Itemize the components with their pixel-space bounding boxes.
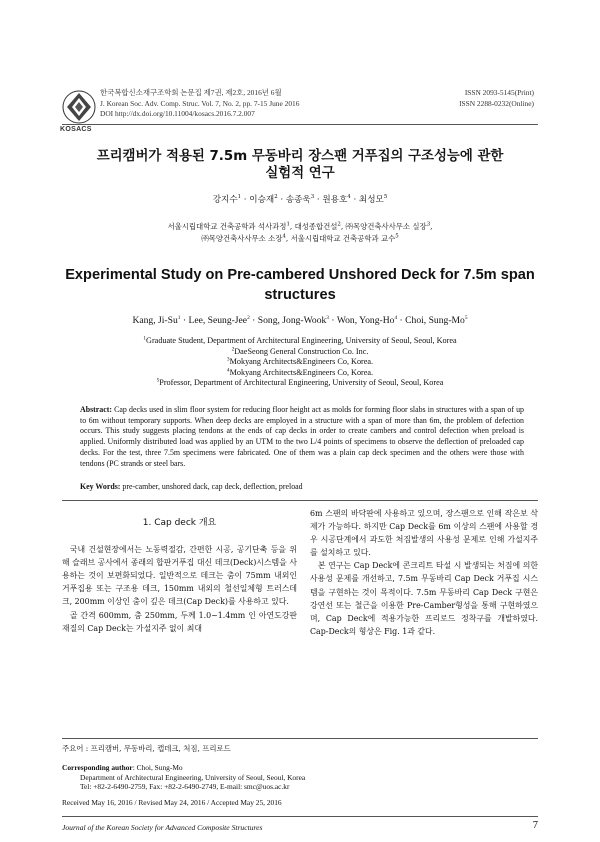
english-title (62, 265, 538, 305)
english-title-line: Experimental Study on Pre-cambered Unshored Deck for 7.5m span (65, 267, 535, 283)
keywords (80, 482, 524, 491)
author-sup: 1 (237, 194, 242, 201)
korean-affiliations (62, 221, 538, 245)
affiliation-sup: 1 (286, 221, 290, 228)
corresponding-author-contact: Tel: +82-2-6490-2759, Fax: +82-2-6490-2749, E-mail: smc@uos.ac.kr (80, 782, 290, 792)
english-authors: Kang, $Ji-Su^1$ · Lee, Seung-Jee$^2$ · Song, Jong-Wook$^3$ · Won, Yong-$Ho^4$ · Choi, Sung-Mo$^5$ (132, 314, 468, 326)
section-heading: 1. Cap deck 개요 (142, 518, 217, 528)
abstract-text: Cap decks used in slim floor system for reducing floor height act as molds for forming floor slabs in structures with a span of up to 6m without temporary supports. When deep decks are employed in a structure with a span of more than 6m, the problem of defection occurs. This study suggests placing tendons at the ends of cap decks in order to create cambers and control defection when preload is applied. Uniformly distributed load was applied by an UTM to the two L/4 points of specimens to observe the deflection of preloaded cap decks. For the test, three 7.5m specimens were fabricated. One of them was a plain cap deck specimen and the others were those with tendons (PC strands or steel bars. (80, 405, 524, 468)
affiliation-line (62, 368, 538, 379)
affiliation-text: Mokyang Architects&Engineers Co, Korea. (229, 367, 374, 377)
affiliation-line (62, 378, 538, 389)
abstract (80, 405, 524, 469)
korean-keywords: 주요어 : 프리캠버, 무동바리, 캡데크, 처짐, 프리로드 (62, 744, 231, 753)
issn-block (459, 88, 534, 109)
affiliation-sup: 3 (226, 356, 230, 363)
affiliation-text: , 서울시립대학교 건축공학과 교수 (285, 234, 396, 243)
author-name: Won, Yong-Ho (336, 315, 395, 326)
corresponding-author-name: : Choi, Sung-Mo (132, 763, 183, 772)
abstract-rule (62, 500, 538, 501)
journal-header-left (100, 88, 299, 120)
author-sup: 3 (310, 194, 315, 201)
author-name: 강지수 (212, 195, 238, 205)
keywords-text: pre-camber, unshored dack, cap deck, deflection, preload (120, 482, 303, 491)
korean-title (62, 148, 538, 182)
author-sup: 4 (394, 314, 398, 321)
journal-name: Journal of the Korean Society for Advanced Composite Structures (62, 823, 263, 832)
author-name: Song, Jong-Wook (257, 315, 327, 326)
korean-title-line: 실험적 연구 (265, 166, 335, 181)
corresponding-author (62, 763, 305, 792)
affiliation-sup: 4 (226, 367, 230, 374)
corresponding-author-line (62, 763, 305, 773)
affiliation-text: ㈜목양건축사사무소 소장 (201, 234, 283, 243)
affiliation-text: Mokyang Architects&Engineers Co, Korea. (229, 357, 374, 367)
author-name: 이승재 (249, 195, 275, 205)
affiliation-text: DaeSeong General Construction Co. Inc. (234, 346, 369, 356)
affiliation-line (62, 347, 538, 358)
affiliation-line (62, 336, 538, 347)
affiliation-text: Graduate Student, Department of Architectural Engineering, University of Seoul, Seoul, Korea (146, 336, 457, 345)
issn-print: ISSN 2093-5145(Print) (464, 88, 534, 97)
doi-link[interactable]: DOI http://dx.doi.org/10.11004/kosacs.2016.7.2.007 (100, 109, 255, 119)
body-paragraph: 골 간격 600mm, 춤 250mm, 두께 1.0~1.4mm 인 아연도강판 재질의 Cap Deck는 가설지주 없이 최대 (62, 610, 297, 633)
affiliation-sup: 1 (143, 335, 147, 342)
affiliation-text: , (430, 222, 433, 231)
affiliation-sup: 2 (337, 221, 341, 228)
keywords-label: Key Words: (80, 482, 121, 491)
affiliation-sup: 5 (395, 233, 399, 240)
header-line: J. Korean Soc. Adv. Comp. Struc. Vol. 7, No. 2, pp. 7-15 June 2016 (100, 98, 300, 108)
affiliation-text: Professor, Department of Architectural Engineering, University of Seoul, Seoul, Korea (159, 378, 444, 388)
author-sup: 1 (177, 314, 181, 321)
author-name: Kang, Ji-Su (132, 315, 178, 326)
page-footer-rule (62, 816, 538, 817)
author-name: Lee, Seung-Jee (188, 315, 248, 326)
author-sup: 5 (383, 194, 388, 201)
korean-affiliation-line (62, 233, 538, 245)
issn-online: ISSN 2288-0232(Online) (459, 98, 534, 108)
english-title-line: structures (264, 287, 336, 303)
affiliation-text: , 대성종합건설 (289, 222, 338, 231)
korean-authors: 강지수$^1$ · 이승재$^2$ · 송종욱$^3$ · 원용호$^4$ · 최성모$^5$ (212, 194, 388, 205)
header-line: 한국복합신소재구조학회 논문집 제7권, 제2호, 2016년 6월 (100, 88, 282, 97)
header-rule (62, 124, 538, 125)
affiliation-text: , ㈜목양건축사사무소 실장 (340, 222, 427, 231)
author-sup: 3 (326, 314, 329, 321)
corresponding-author-label: Corresponding author (62, 763, 133, 772)
body-paragraph: 국내 건설현장에서는 노동력절감, 간편한 시공, 공기단축 등을 위해 슬래브 공사에서 종래의 합판거푸집 대신 데크(Deck)시스템을 사용하는 것이 보편화되었다. 일반적으로 데크는 춤이 75mm 내외인 거푸집용 또는 구조용 데크, 150mm 내외의 철선일체형 트러스데크, 200mm 이상인 춤이 깊은 데크(Cap Deck)를 사용하고 있다. (62, 545, 297, 607)
author-name: Choi, Sung-Mo (405, 315, 465, 326)
author-name: 최성모 (358, 195, 384, 205)
korean-title-line: 프리캠버가 적용된 7.5m 무동바리 장스팬 거푸집의 구조성능에 관한 (96, 149, 504, 164)
received-dates: Received May 16, 2016 / Revised May 24, 2016 / Accepted May 25, 2016 (62, 798, 282, 807)
kosacs-logo-icon (62, 90, 96, 124)
author-name: 송종욱 (285, 195, 311, 205)
body-paragraph: 6m 스팬의 바닥판에 사용하고 있으며, 장스팬으로 인해 작은보 삭제가 가능하다. 하지만 Cap Deck를 6m 이상의 스팬에 사용할 경우 시공단계에서 과도한 처짐발생의 사용성 문제로 인해 가설지주를 설치하고 있다. (310, 509, 538, 558)
affiliation-sup: 3 (426, 221, 431, 228)
footnote-rule (62, 738, 538, 739)
corresponding-author-dept: Department of Architectural Engineering, University of Seoul, Seoul, Korea (80, 772, 306, 782)
author-name: 원용호 (322, 195, 348, 205)
affiliation-sup: 5 (156, 377, 160, 384)
author-sup: 5 (464, 314, 468, 321)
abstract-label: Abstract: (80, 405, 112, 414)
author-sup: 2 (247, 314, 250, 321)
body-column-right (310, 507, 538, 638)
body-column-left (62, 515, 297, 635)
author-sup: 2 (274, 194, 278, 201)
affiliation-sup: 2 (231, 345, 235, 352)
logo-caption: KOSACS (60, 126, 92, 133)
affiliation-text: 서울시립대학교 건축공학과 석사과정 (167, 222, 287, 231)
affiliation-sup: 4 (282, 233, 286, 240)
affiliation-line (62, 357, 538, 368)
author-sup: 4 (347, 194, 351, 201)
english-affiliations (62, 336, 538, 389)
page-number: 7 (532, 820, 538, 831)
korean-affiliation-line (62, 221, 538, 233)
body-paragraph: 본 연구는 Cap Deck에 콘크리트 타설 시 발생되는 처짐에 의한 사용성 문제를 개선하고, 7.5m 무동바리 Cap Deck 거푸집 시스템을 구현하는 것이 목적이다. 7.5m 무동바리 Cap Deck 구현은 강연선 또는 철근을 이용한 Pre-Camber형성을 통해 구현하였으며, Cap Deck에 적용가능한 프리로드 정착구를 개발하였다. Cap-Deck의 형상은 Fig. 1과 같다. (310, 561, 538, 636)
